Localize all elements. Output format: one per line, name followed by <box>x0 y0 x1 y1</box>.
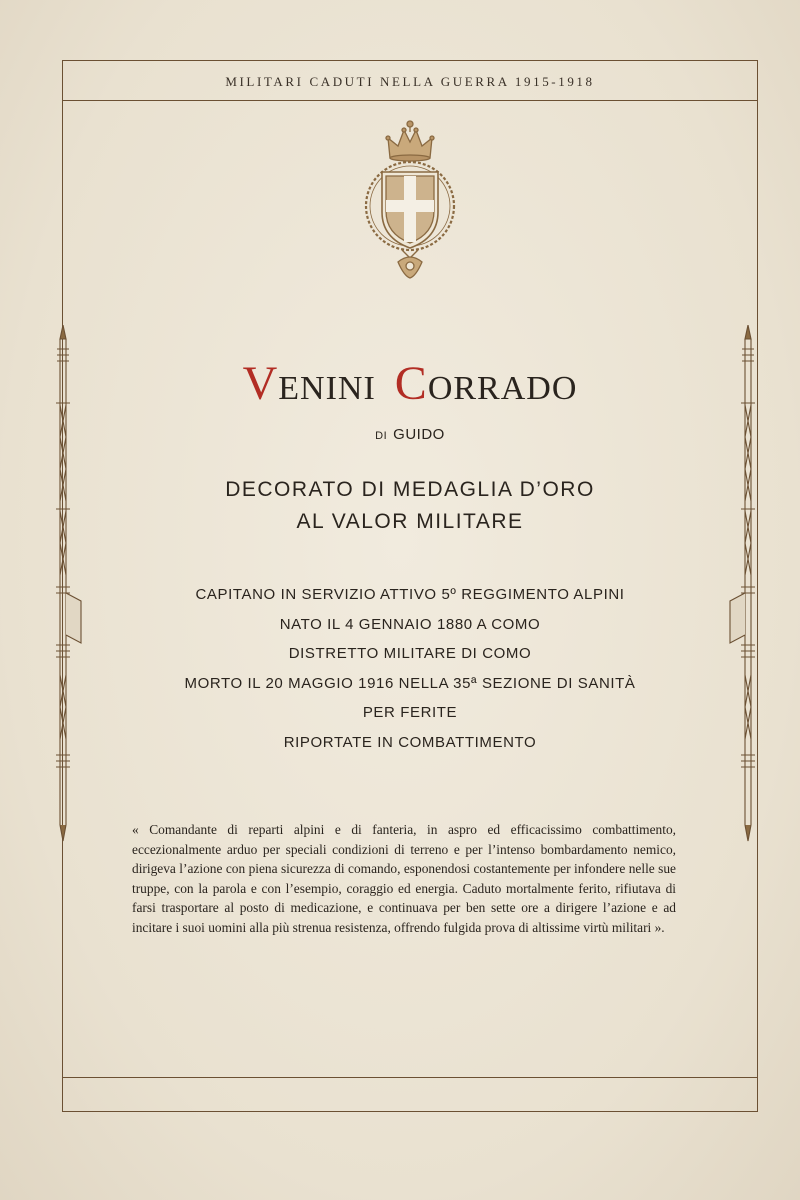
detail-cause-1: PER FERITE <box>362 704 458 721</box>
detail-cause-2: RIPORTATE IN COMBATTIMENTO <box>283 733 537 751</box>
decoration-line-1: DECORATO DI MEDAGLIA D’ORO <box>225 478 595 501</box>
detail-birth: NATO IL 4 GENNAIO 1880 A COMO <box>279 615 541 633</box>
soldier-name <box>62 356 758 411</box>
header-rule <box>62 100 758 101</box>
surname-rest: ENINI <box>278 370 376 407</box>
father-prefix: DI <box>375 430 388 442</box>
decoration-line-2: AL VALOR MILITARE <box>296 510 524 533</box>
given-name-initial: C <box>394 357 428 410</box>
savoy-coat-of-arms-icon <box>358 116 462 282</box>
surname-initial: V <box>242 357 279 410</box>
detail-death: MORTO IL 20 MAGGIO 1916 NELLA 35ª SEZIONE DI SANITÀ <box>184 674 636 692</box>
detail-rank: CAPITANO IN SERVIZIO ATTIVO 5º REGGIMENTO ALPINI <box>195 586 625 603</box>
decoration-block <box>62 474 758 538</box>
running-title: MILITARI CADUTI NELLA GUERRA 1915-1918 <box>225 74 595 89</box>
father-line <box>62 426 758 443</box>
given-name-rest: ORRADO <box>427 370 578 407</box>
father-name: GUIDO <box>393 426 445 443</box>
service-details <box>62 580 758 757</box>
footer-rule <box>62 1077 758 1078</box>
detail-district: DISTRETTO MILITARE DI COMO <box>288 645 532 662</box>
medal-citation: « Comandante di reparti alpini e di fanteria, in aspro ed efficacissimo combattimento, eccezionalmente arduo per speciali condizioni di terreno e per l’intenso bombardamento nemico, dirigeva l’azione con piena sicurezza di comando, esponendosi costantemente per infondere nelle sue truppe, con la parola e con l’esempio, coraggio ed energia. Caduto mortalmente ferito, rifiutava di farsi trasportare al posto di medicazione, e continuava per ben sette ore a dirigere l’azione e ad incitare i suoi uomini alla più strenua resistenza, offrendo fulgida prova di altissime virtù militari ». <box>132 822 676 935</box>
